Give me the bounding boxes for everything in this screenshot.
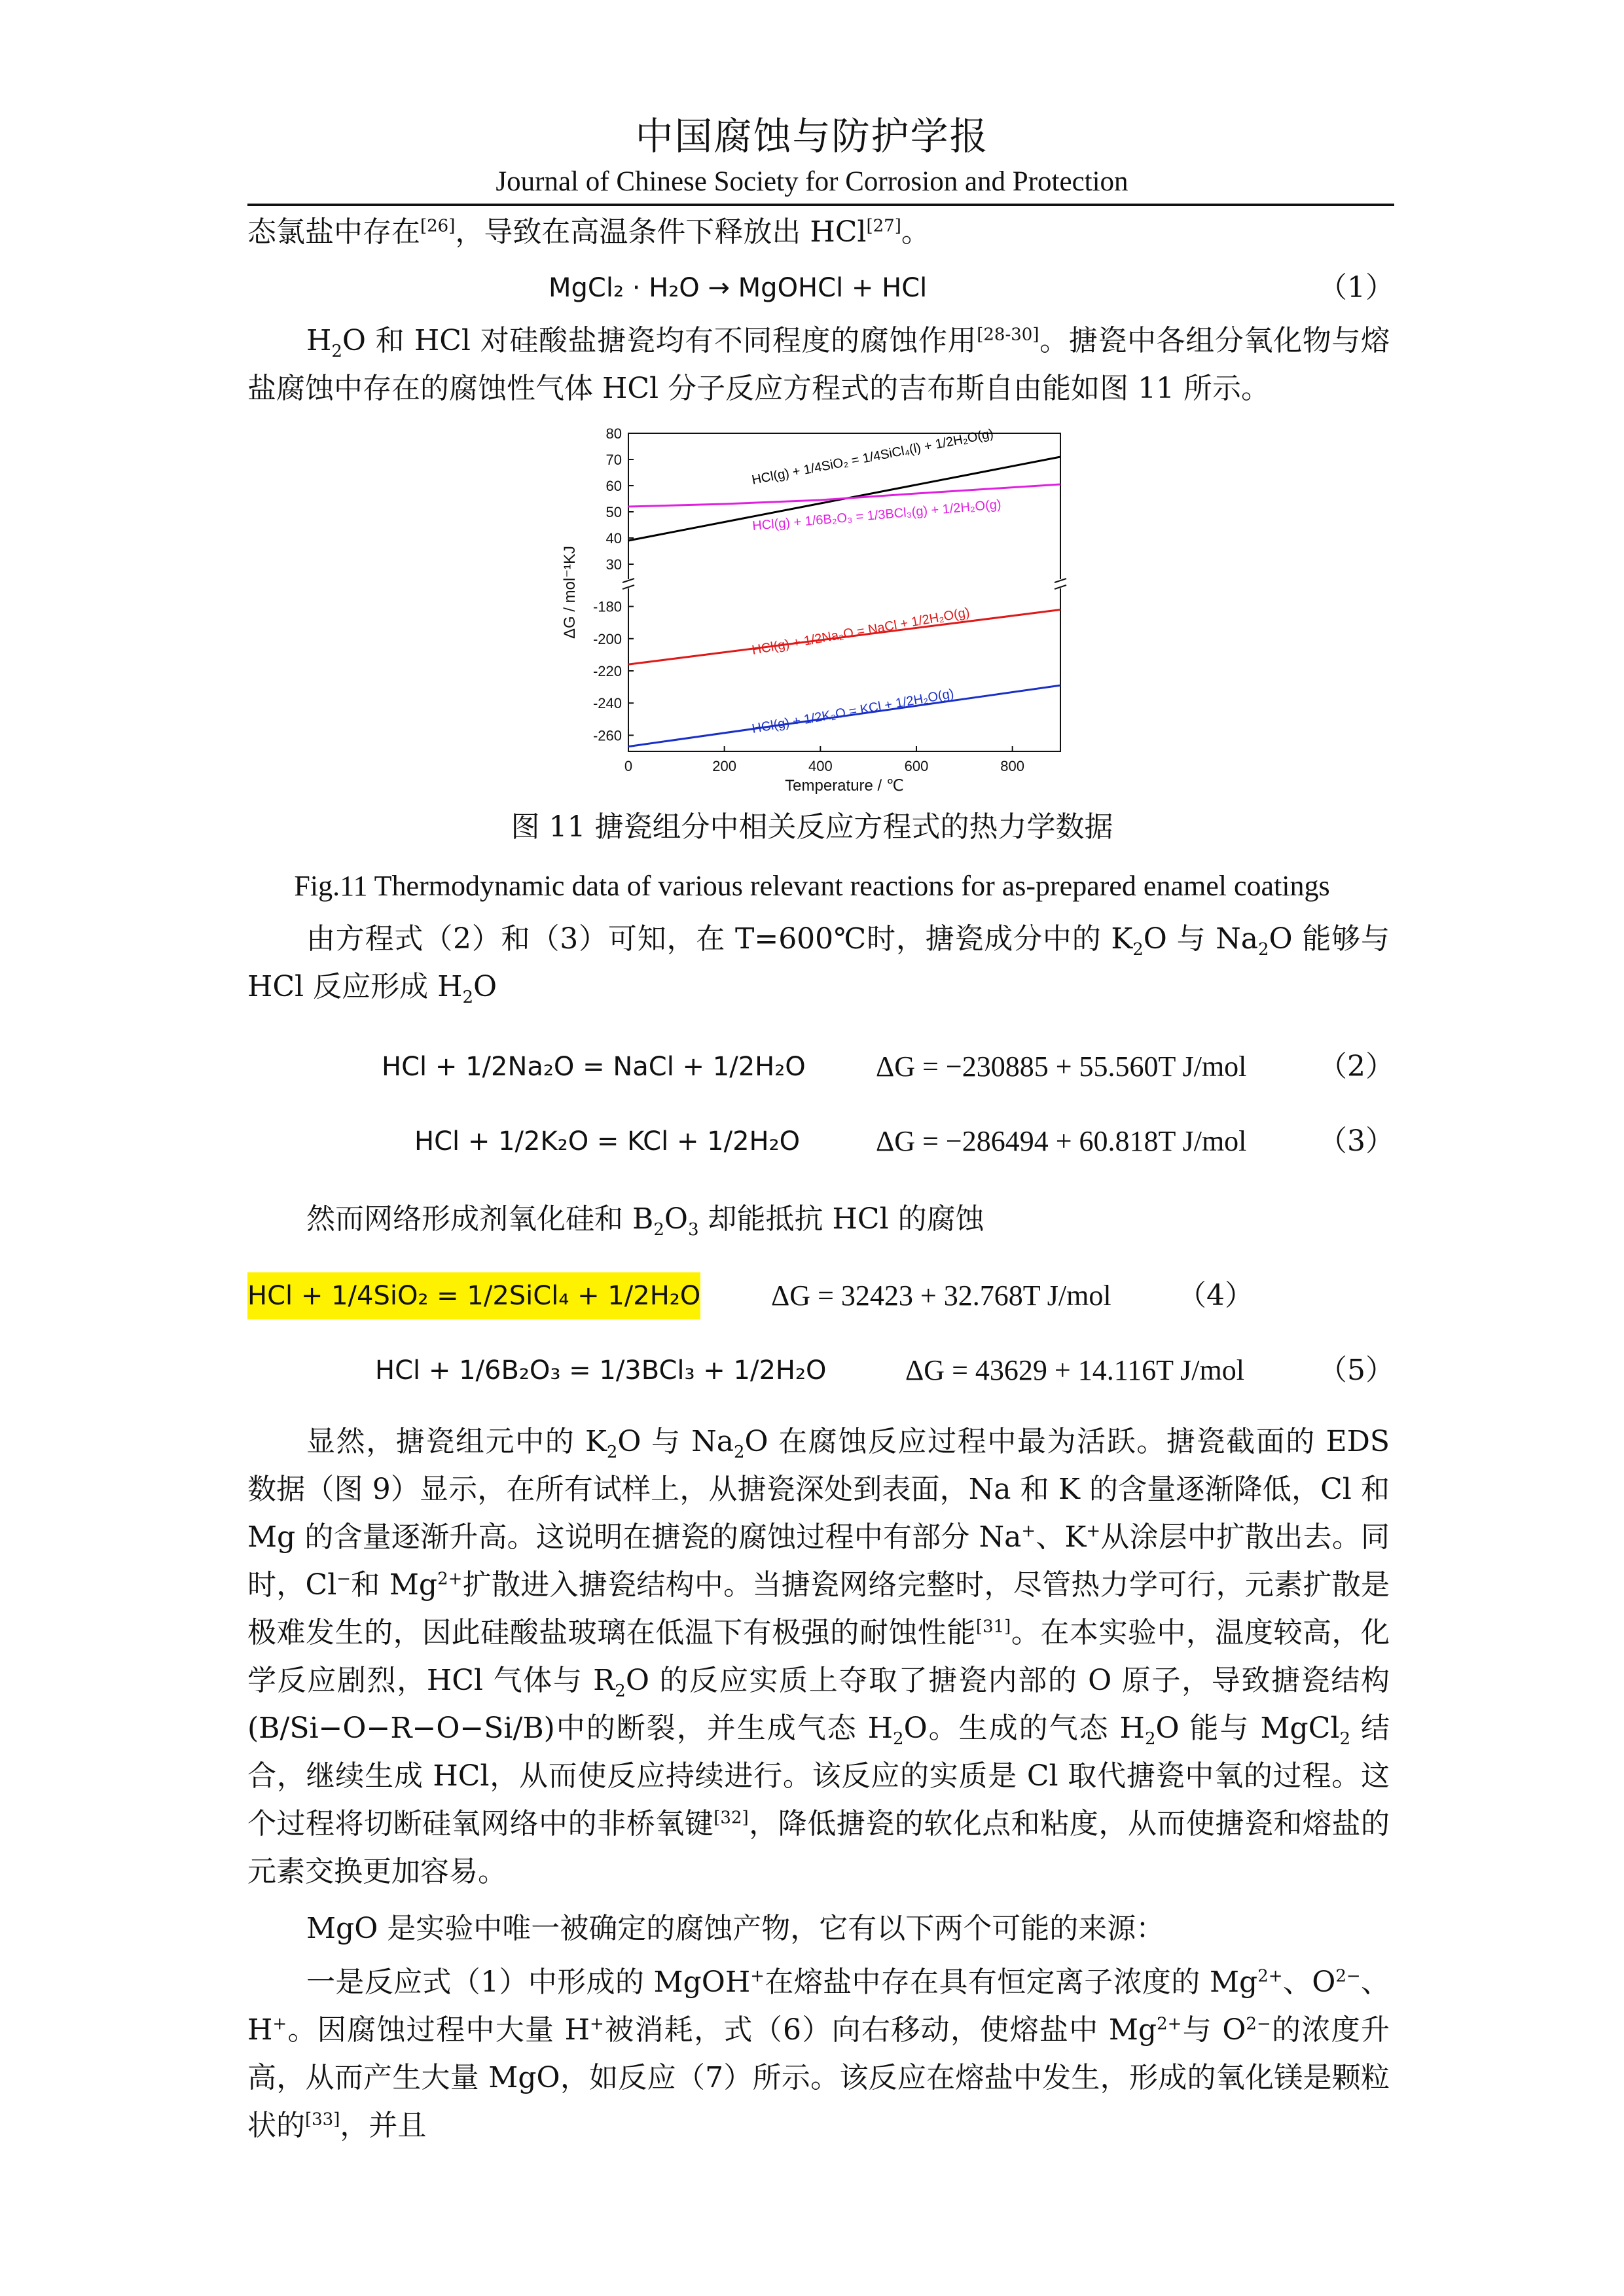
paragraph-3: 由方程式（2）和（3）可知，在 T=600℃时，搪瓷成分中的 $K_2O$ 与 $Na_2O$ 能够与 HCl 反应形成 $H_2O$ [247, 922, 1390, 1007]
x-tick-label: 400 [808, 758, 833, 774]
equation-2-number: （2） [1318, 1050, 1394, 1083]
x-tick-label: 0 [624, 758, 633, 774]
plot-frame [628, 433, 1060, 751]
series-label: HCl(g) + 1/2Na₂O = NaCl + 1/2H₂O(g) [751, 605, 971, 658]
figure-caption-en: Fig.11 Thermodynamic data of various relevant reactions for as-prepared enamel coatings [294, 870, 1330, 902]
equation-5 [247, 1347, 1394, 1394]
equation-2-math: HCl + 1/2Na₂O = NaCl + 1/2H₂O [382, 1052, 806, 1082]
y-tick-label: 30 [605, 556, 622, 573]
y-tick-label: 50 [605, 504, 622, 520]
equation-4-dg: ΔG = 32423 + 32.768T J/mol [771, 1280, 1111, 1312]
y-tick-label: 70 [605, 452, 622, 468]
header-rule [247, 204, 1394, 206]
equation-5-dg: ΔG = 43629 + 14.116T J/mol [905, 1354, 1244, 1386]
x-tick-label: 800 [1000, 758, 1025, 774]
chart-labels [561, 425, 1024, 795]
equation-4 [247, 1272, 1394, 1319]
equation-1-math: MgCl₂ · H₂O → MgOHCl + HCl [549, 273, 928, 303]
paragraph-5: 显然，搪瓷组元中的 $K_2O$ 与 $Na_2O$ 在腐蚀反应过程中最为活跃。搪瓷截面的 EDS 数据（图 9）显示，在所有试样上，从搪瓷深处到表面，Na 和 K 的含量逐渐降低，Cl 和 Mg 的含量逐渐升高。这说明在搪瓷的腐蚀过程中有部分 Na+、K+从涂层中扩散出去。同时，Cl−和 $Mg^{2+}$扩散进入搪瓷结构中。当搪瓷网络完整时，尽管热力学可行，元素扩散是极难发生的，因此硅酸盐玻璃在低温下有极强的耐蚀性能[31]。在本实验中，温度较高，化学反应剧烈，HCl 气体与 $R_2O$ 的反应实质上夺取了搪瓷内部的 O 原子，导致搪瓷结构(B/Si−O−R−O−Si/B)中的断裂，并生成气态 $H_2O$。生成的气态 $H_2O$ 能与 MgCl$_2$ 结合，继续生成 HCl，从而使反应持续进行。该反应的实质是 Cl 取代搪瓷中氧的过程。这个过程将切断硅氧网络中的非桥氧键[32]，降低搪瓷的软化点和粘度，从而使搪瓷和熔盐的元素交换更加容易。 [247, 1425, 1390, 1888]
y-tick-label: 40 [605, 530, 622, 547]
paragraph-7: 一是反应式（1）中形成的 MgOH+在熔盐中存在具有恒定离子浓度的 $Mg^{2+}$、$O^{2-}$、H+。因腐蚀过程中大量 H+被消耗，式（6）向右移动，使熔盐中 $Mg^{2+}$与 $O^{2-}$的浓度升高，从而产生大量 MgO，如反应（7）所示。该反应在熔盐中发生，形成的氧化镁是颗粒状的[33]，并且 [247, 1965, 1390, 2142]
series-label: HCl(g) + 1/2K₂O = KCl + 1/2H₂O(g) [751, 686, 955, 736]
equation-2 [247, 1043, 1394, 1090]
x-tick-label: 600 [904, 758, 929, 774]
figure-caption-cn: 图 11 搪瓷组分中相关反应方程式的热力学数据 [511, 810, 1113, 844]
paragraph-6: MgO 是实验中唯一被确定的腐蚀产物，它有以下两个可能的来源： [306, 1912, 1165, 1945]
y-tick-label: -240 [592, 695, 622, 712]
equation-1 [247, 264, 1394, 312]
y-tick-label: -220 [592, 663, 622, 679]
figure-11 [537, 419, 1074, 798]
y-tick-label: -260 [592, 727, 622, 744]
equation-3-math: HCl + 1/2K₂O = KCl + 1/2H₂O [414, 1126, 801, 1157]
equation-3-number: （3） [1318, 1124, 1394, 1158]
y-tick-label: 80 [605, 425, 622, 442]
gibbs-energy-chart [537, 419, 1074, 798]
equation-5-number: （5） [1318, 1354, 1394, 1387]
y-tick-label: -200 [592, 630, 622, 647]
paragraph-1: 态氯盐中存在[26]，导致在高温条件下释放出 HCl[27]。 [247, 215, 930, 249]
y-tick-label: -180 [592, 598, 622, 615]
equation-4-math-highlighted: HCl + 1/4SiO₂ = 1/2SiCl₄ + 1/2H₂O [247, 1272, 700, 1319]
y-tick-label: 60 [605, 478, 622, 494]
x-tick-label: 200 [712, 758, 737, 774]
journal-title-en: Journal of Chinese Society for Corrosion and Protection [496, 166, 1128, 197]
paragraph-2: $H_2O$ 和 HCl 对硅酸盐搪瓷均有不同程度的腐蚀作用[28-30]。搪瓷中各组分氧化物与熔盐腐蚀中存在的腐蚀性气体 HCl 分子反应方程式的吉布斯自由能如图 11 所示。 [247, 324, 1390, 405]
y-axis-label: ΔG / mol⁻¹KJ [561, 545, 579, 639]
chart-axes [623, 433, 1066, 751]
journal-title-cn: 中国腐蚀与防护学报 [635, 114, 989, 158]
series-label: HCl(g) + 1/4SiO₂ = 1/4SiCl₄(l) + 1/2H₂O(g) [750, 426, 995, 488]
equation-1-number: （1） [1318, 271, 1394, 304]
x-axis-label: Temperature / ℃ [785, 777, 904, 795]
paragraph-4: 然而网络形成剂氧化硅和 $B_2O_3$ 却能抵抗 HCl 的腐蚀 [306, 1202, 984, 1240]
equation-3-dg: ΔG = −286494 + 60.818T J/mol [876, 1125, 1247, 1157]
equation-3 [247, 1118, 1394, 1165]
series-label: HCl(g) + 1/6B₂O₃ = 1/3BCl₃(g) + 1/2H₂O(g) [751, 497, 1002, 533]
equation-2-dg: ΔG = −230885 + 55.560T J/mol [876, 1050, 1247, 1083]
equation-5-math: HCl + 1/6B₂O₃ = 1/3BCl₃ + 1/2H₂O [375, 1355, 827, 1386]
equation-4-number: （4） [1178, 1279, 1254, 1312]
